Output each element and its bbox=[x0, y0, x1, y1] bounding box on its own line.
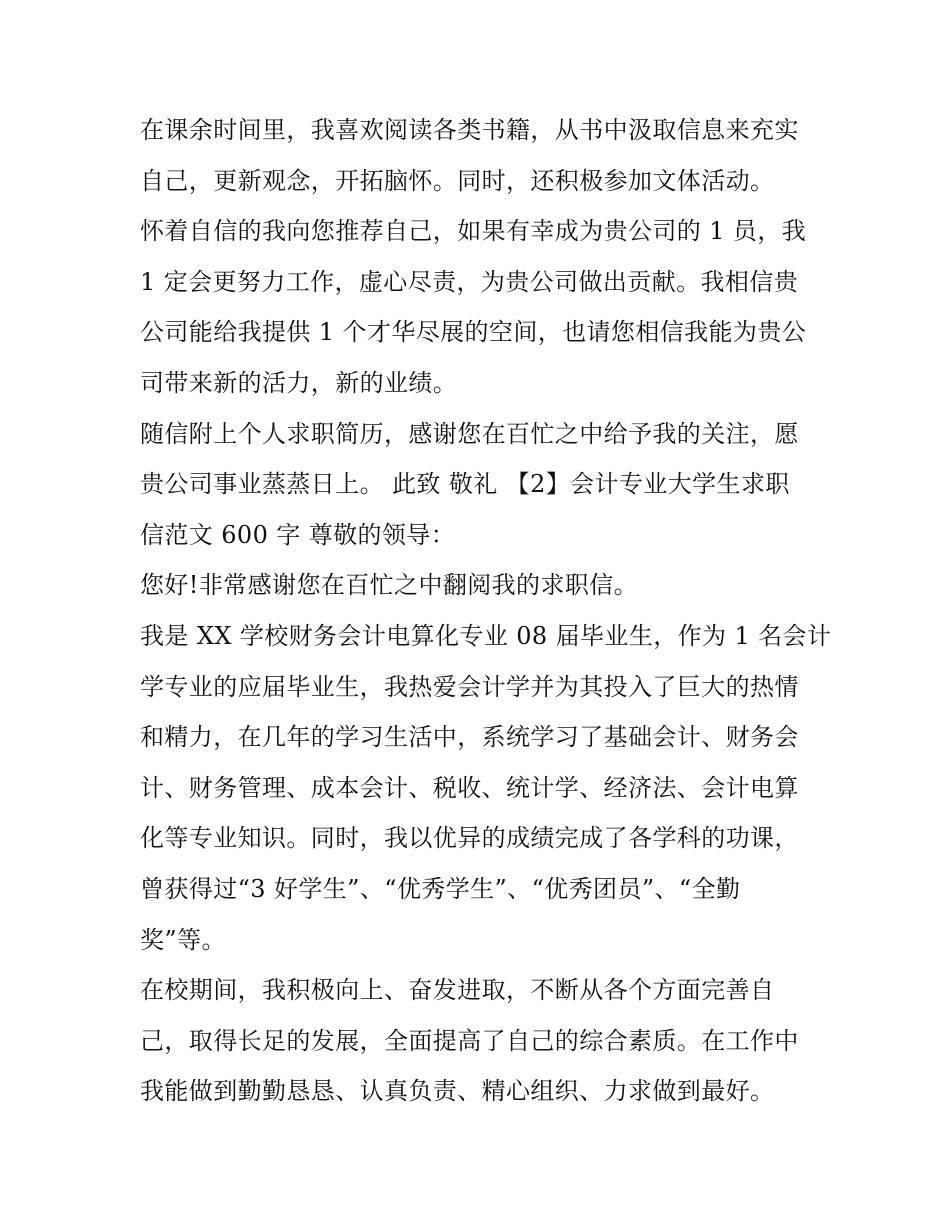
text-line: 我是 XX 学校财务会计电算化专业 08 届毕业生，作为 1 名会计 bbox=[140, 621, 832, 650]
text-line: 我能做到勤勤恳恳、认真负责、精心组织、力求做到最好。 bbox=[140, 1077, 775, 1106]
text-line: 在校期间，我积极向上、奋发进取，不断从各个方面完善自 bbox=[140, 976, 775, 1005]
text-line: 化等专业知识。同时，我以优异的成绩完成了各学科的功课， bbox=[140, 824, 799, 853]
letter-body bbox=[140, 105, 832, 1117]
text-line: 自己，更新观念，开拓脑怀。同时，还积极参加文体活动。 bbox=[140, 166, 775, 195]
text-line: 1 定会更努力工作，虚心尽责，为贵公司做出贡献。我相信贵 bbox=[140, 267, 799, 296]
text-line: 您好!非常感谢您在百忙之中翻阅我的求职信。 bbox=[140, 571, 639, 600]
text-line: 公司能给我提供 1 个才华尽展的空间，也请您相信我能为贵公 bbox=[140, 318, 807, 347]
text-line: 计、财务管理、成本会计、税收、统计学、经济法、会计电算 bbox=[140, 773, 799, 802]
text-line: 学专业的应届毕业生，我热爱会计学并为其投入了巨大的热情 bbox=[140, 672, 799, 701]
text-line: 和精力，在几年的学习生活中，系统学习了基础会计、财务会 bbox=[140, 723, 799, 752]
text-line: 奖”等。 bbox=[140, 925, 226, 954]
text-line: 己，取得长足的发展，全面提高了自己的综合素质。在工作中 bbox=[140, 1026, 799, 1055]
text-line: 随信附上个人求职简历，感谢您在百忙之中给予我的关注，愿 bbox=[140, 419, 799, 448]
text-line: 贵公司事业蒸蒸日上。 此致 敬礼 【2】会计专业大学生求职 bbox=[140, 470, 790, 499]
text-line: 曾获得过“3 好学生”、“优秀学生”、“优秀团员”、“全勤 bbox=[140, 874, 741, 903]
text-line: 信范文 600 字 尊敬的领导： bbox=[140, 520, 456, 549]
text-line: 在课余时间里，我喜欢阅读各类书籍，从书中汲取信息来充实 bbox=[140, 116, 799, 144]
text-line: 司带来新的活力，新的业绩。 bbox=[140, 368, 458, 397]
text-line: 怀着自信的我向您推荐自己，如果有幸成为贵公司的 1 员，我 bbox=[140, 217, 807, 246]
